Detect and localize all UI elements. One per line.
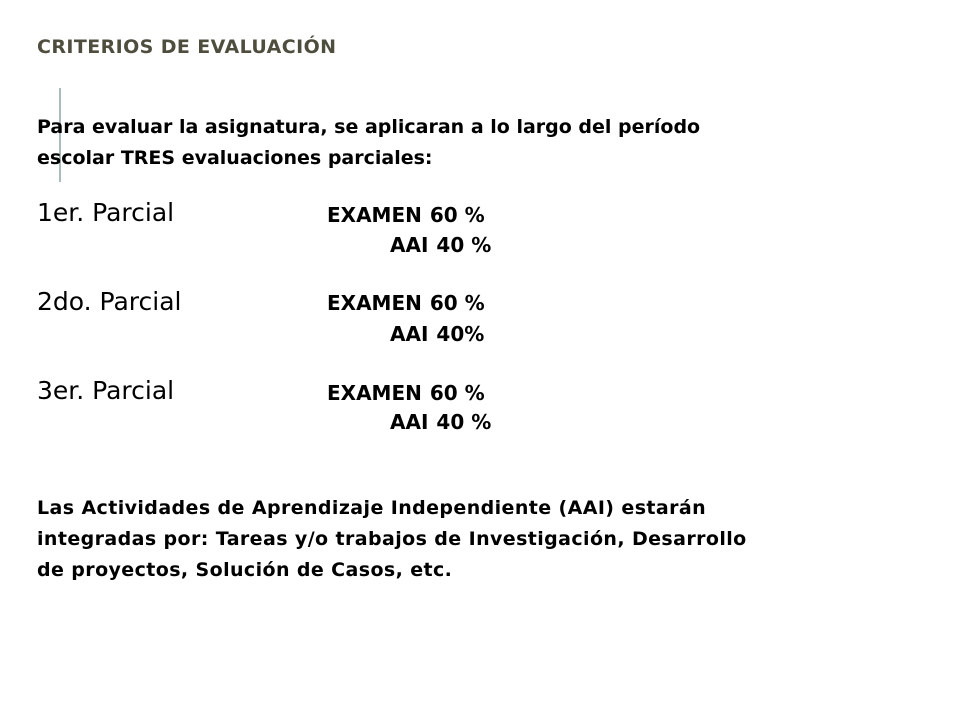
parcial-1-label: 1er. Parcial: [37, 198, 175, 227]
note-line-3: de proyectos, Solución de Casos, etc.: [37, 559, 453, 581]
parcial-3-aai: [390, 409, 491, 435]
aai-label: AAI: [390, 322, 429, 346]
examen-value: 60 %: [429, 203, 485, 227]
parcial-1-aai: [390, 232, 491, 258]
parcial-2-aai: [390, 321, 484, 347]
page-title: CRITERIOS DE EVALUACIÓN: [37, 36, 337, 58]
intro-line-2: escolar TRES evaluaciones parciales:: [37, 147, 433, 169]
parcial-2-label: 2do. Parcial: [37, 287, 182, 316]
aai-value: 40%: [436, 322, 485, 346]
examen-value: 60 %: [429, 381, 485, 405]
parcial-1-examen: [327, 202, 485, 228]
parcial-3-examen: [327, 380, 485, 406]
aai-value: 40 %: [436, 410, 492, 434]
note-line-1: Las Actividades de Aprendizaje Independiente (AAI) estarán: [37, 497, 707, 519]
examen-label: EXAMEN: [327, 291, 422, 315]
examen-label: EXAMEN: [327, 381, 422, 405]
intro-line-1: Para evaluar la asignatura, se aplicaran a lo largo del período: [37, 116, 701, 138]
aai-description: [37, 493, 917, 586]
aai-label: AAI: [390, 410, 429, 434]
aai-value: 40 %: [436, 233, 492, 257]
examen-label: EXAMEN: [327, 203, 422, 227]
parcial-2-examen: [327, 290, 485, 316]
note-line-2: integradas por: Tareas y/o trabajos de Investigación, Desarrollo: [37, 528, 747, 550]
parcial-3-label: 3er. Parcial: [37, 376, 175, 405]
examen-value: 60 %: [429, 291, 485, 315]
aai-label: AAI: [390, 233, 429, 257]
intro-paragraph: [37, 112, 897, 174]
